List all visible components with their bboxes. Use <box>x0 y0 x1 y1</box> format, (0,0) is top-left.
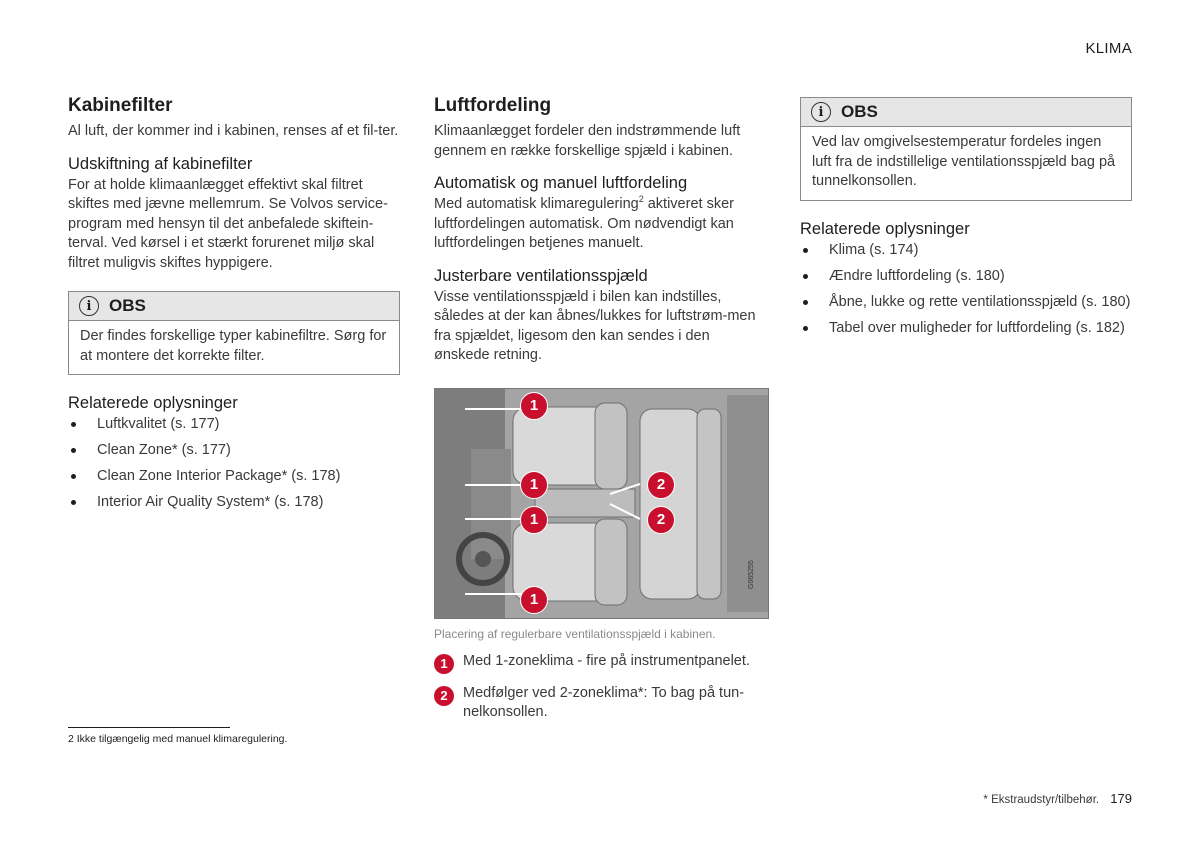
column-obs-related <box>800 94 1132 345</box>
legend-item-2 <box>434 684 766 723</box>
figure-caption: Placering af regulerbare ventilationsspjæld i kabinen. <box>434 626 716 641</box>
related-link-clean-zone-interior[interactable]: Clean Zone Interior Package* (s. 178) <box>68 467 400 487</box>
related-link-klima[interactable]: Klima (s. 174) <box>800 241 1132 261</box>
vent-pin-1: 1 <box>520 506 548 534</box>
subheading-udskiftning: Udskiftning af kabinefilter <box>68 154 253 173</box>
vent-pin-1: 1 <box>520 392 548 420</box>
vent-pin-2: 2 <box>647 471 675 499</box>
legend-badge-1: 1 <box>434 654 454 674</box>
obs-label: OBS <box>109 296 146 315</box>
obs-header <box>801 98 1131 127</box>
related-link-interior-air-quality[interactable]: Interior Air Quality System* (s. 178) <box>68 493 400 513</box>
related-link-tabel[interactable]: Tabel over muligheder for luftfordeling (s. 182) <box>800 319 1132 339</box>
heading-luftfordeling: Luftfordeling <box>434 95 552 116</box>
text-udskiftning: For at holde klimaanlægget effektivt skal filtret skiftes med jævne mellemrum. Se Volvos service-program med hensyn til det anbefalede skiftein-terval. Ved kørsel i et stærkt forurenet miljø skal filtret muligvis skiftes hyppigere. <box>68 176 388 271</box>
obs-label: OBS <box>841 102 878 121</box>
text-justerbare: Visse ventilationsspjæld i bilen kan indstilles, således at der kan åbnes/lukkes for luftstrøm-men fra spjældet, ligesom den kan sendes i den ønskede retning. <box>434 288 756 363</box>
related-link-aabne-lukke[interactable]: Åbne, lukke og rette ventilationsspjæld (s. 180) <box>800 293 1132 313</box>
footnote-divider <box>68 727 230 728</box>
page-footer <box>983 791 1132 806</box>
legend-item-1 <box>434 652 766 674</box>
footnote-ref[interactable]: 2 <box>638 194 644 205</box>
footer-note: * Ekstraudstyr/tilbehør. <box>983 794 1100 806</box>
subheading-justerbare: Justerbare ventilationsspjæld <box>434 266 648 285</box>
legend-badge-2: 2 <box>434 686 454 706</box>
obs-text: Ved lav omgivelsestemperatur fordeles ingen luft fra de indstillelige ventilationsspjæld bag på tunnelkonsollen. <box>812 134 1116 189</box>
cabin-topview-illustration <box>435 389 768 618</box>
related-link-luftkvalitet[interactable]: Luftkvalitet (s. 177) <box>68 415 400 435</box>
column-kabinefilter <box>68 94 400 519</box>
info-icon: i <box>811 102 831 122</box>
obs-box <box>68 291 400 375</box>
text-automatisk <box>434 195 766 254</box>
info-icon: i <box>79 296 99 316</box>
obs-text: Der findes forskellige typer kabinefiltre. Sørg for at montere det korrekte filter. <box>80 328 387 364</box>
legend-text-1: Med 1-zoneklima - fire på instrumentpanelet. <box>463 652 750 669</box>
related-link-aendre-luftfordeling[interactable]: Ændre luftfordeling (s. 180) <box>800 267 1132 287</box>
related-heading: Relaterede oplysninger <box>68 394 238 412</box>
text-automatisk-b: aktiveret sker luftfordelingen automatisk. Om nødvendigt kan luftfordelingen betjenes manuelt. <box>434 196 734 251</box>
related-link-clean-zone[interactable]: Clean Zone* (s. 177) <box>68 441 400 461</box>
obs-header <box>69 292 399 321</box>
heading-kabinefilter: Kabinefilter <box>68 95 173 116</box>
related-heading: Relaterede oplysninger <box>800 219 970 238</box>
cabin-vent-figure <box>434 388 769 619</box>
vent-pin-1: 1 <box>520 471 548 499</box>
vent-pin-2: 2 <box>647 506 675 534</box>
text-automatisk-a: Med automatisk klimaregulering <box>434 196 639 212</box>
vent-pin-1: 1 <box>520 586 548 614</box>
intro-kabinefilter: Al luft, der kommer ind i kabinen, renses af et fil-ter. <box>68 123 399 139</box>
figure-code: G065255 <box>748 559 755 589</box>
subheading-automatisk: Automatisk og manuel luftfordeling <box>434 174 688 192</box>
page-number: 179 <box>1110 791 1132 806</box>
footnote: 2 Ikke tilgængelig med manuel klimaregulering. <box>68 733 288 745</box>
related-list <box>68 415 400 513</box>
section-header: KLIMA <box>1085 40 1132 57</box>
legend-text-2: Medfølger ved 2-zoneklima*: To bag på tun-nelkonsollen. <box>463 684 745 720</box>
column-luftfordeling <box>434 94 766 723</box>
related-list <box>800 241 1132 339</box>
obs-box <box>800 97 1132 201</box>
intro-luftfordeling: Klimaanlægget fordeler den indstrømmende luft gennem en række forskellige spjæld i kabinen. <box>434 123 741 159</box>
